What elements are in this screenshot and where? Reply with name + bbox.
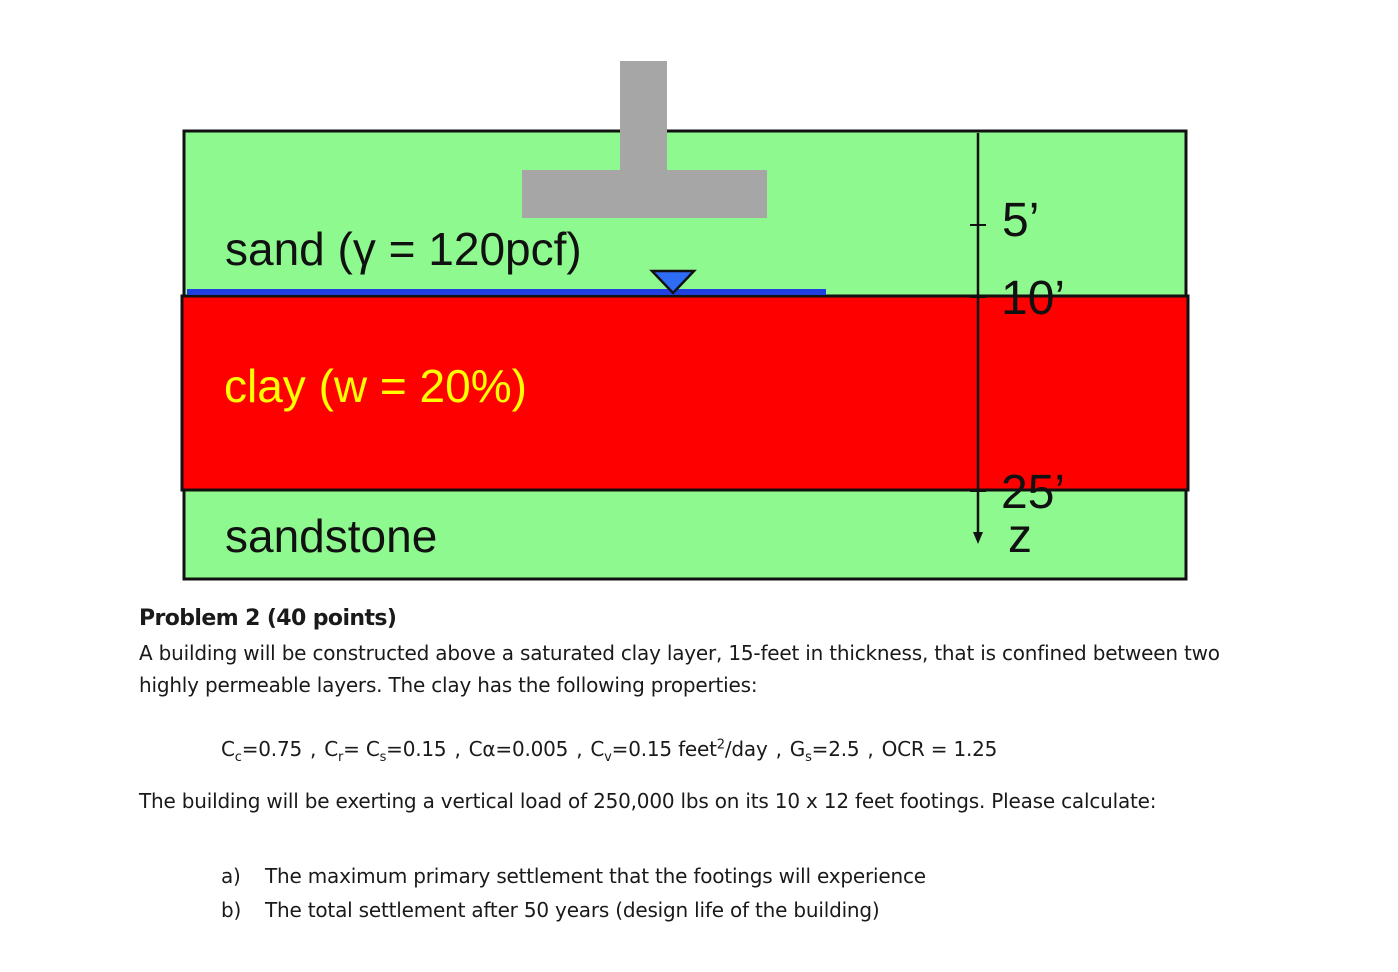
problem-intro: A building will be constructed above a saturated clay layer, 15-feet in thickness, that is confined between two highly permeable layers. The clay has the following properties: <box>139 641 1220 697</box>
property-separator: , <box>576 737 583 761</box>
depth-axis-label-z: z <box>1008 510 1032 563</box>
question-list <box>221 859 1269 927</box>
clay-label: clay (w = 20%) <box>224 360 527 412</box>
depth-label-25ft: 25’ <box>1001 466 1066 519</box>
sand-label: sand (γ = 120pcf) <box>225 223 582 275</box>
question-marker: b) <box>221 898 242 922</box>
property-separator: , <box>454 737 461 761</box>
footing-column <box>620 61 667 173</box>
property-separator: , <box>867 737 874 761</box>
question-text: The total settlement after 50 years (design life of the building) <box>265 898 880 922</box>
property-separator: , <box>310 737 317 761</box>
property-cc: $C_c=0.75$ <box>221 737 303 765</box>
property-calpha: Cα=0.005 <box>468 737 569 761</box>
question-text: The maximum primary settlement that the footings will experience <box>265 864 926 888</box>
property-separator: , <box>775 737 782 761</box>
property-cr-cs: $C_r= C_s=0.15$ <box>324 737 447 765</box>
property-cv: $C_v=0.15$ feet$^2$/day <box>590 737 768 765</box>
question-item <box>221 859 1269 893</box>
problem-title: Problem 2 (40 points) <box>139 606 397 631</box>
depth-label-5ft: 5’ <box>1002 194 1040 247</box>
sandstone-label: sandstone <box>225 510 438 562</box>
problem-statement <box>139 603 1269 927</box>
footing-base <box>522 170 767 218</box>
depth-label-10ft: 10’ <box>1001 272 1066 325</box>
property-gs: $G_s=2.5$ <box>789 737 860 765</box>
load-description: The building will be exerting a vertical load of 250,000 lbs on its 10 x 12 feet footings. Please calculate: <box>139 789 1157 813</box>
question-marker: a) <box>221 864 241 888</box>
clay-properties <box>221 733 1269 765</box>
question-item <box>221 893 1269 927</box>
property-ocr: OCR = 1.25 <box>881 737 998 761</box>
